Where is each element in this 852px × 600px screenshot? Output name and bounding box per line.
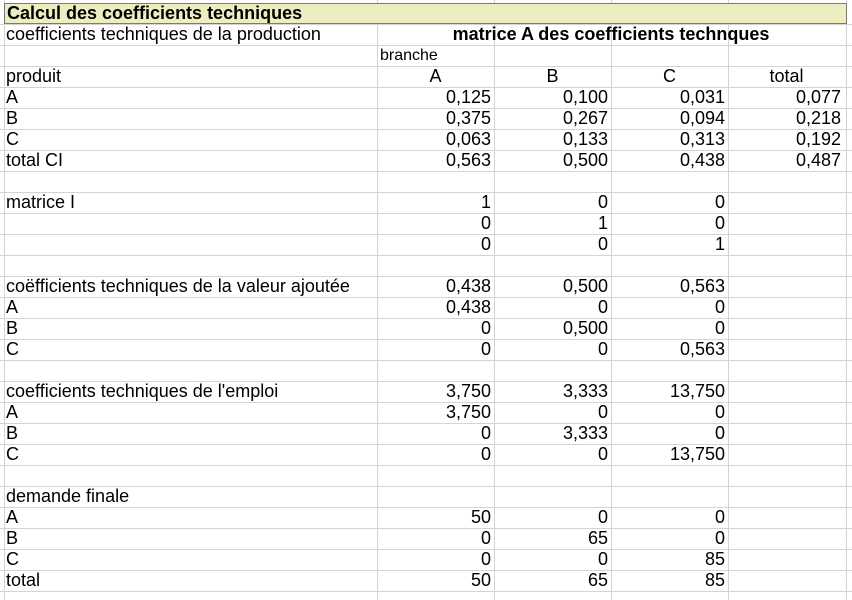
header-b[interactable]: B — [546, 66, 559, 86]
value-cell[interactable]: 0,438 — [679, 150, 725, 170]
value-cell[interactable]: 0 — [480, 528, 491, 548]
grid-line — [0, 255, 852, 256]
value-cell[interactable]: 0,563 — [445, 150, 491, 170]
value-cell[interactable]: 0 — [714, 402, 725, 422]
value-cell[interactable]: 0 — [597, 192, 608, 212]
va-label[interactable]: coëfficients techniques de la valeur ajoutée — [6, 276, 350, 296]
value-cell[interactable]: 0,100 — [562, 87, 608, 107]
row-label[interactable]: A — [6, 402, 19, 422]
grid-line — [0, 465, 852, 466]
emploi-label[interactable]: coefficients techniques de l'emploi — [6, 381, 279, 401]
value-cell[interactable]: 0,500 — [562, 318, 608, 338]
value-cell[interactable]: 85 — [704, 549, 725, 569]
value-cell[interactable]: 3,750 — [445, 381, 491, 401]
value-cell[interactable]: 0 — [714, 423, 725, 443]
row-label[interactable]: A — [6, 507, 19, 527]
row-label[interactable]: B — [6, 528, 19, 548]
value-cell[interactable]: 0,094 — [679, 108, 725, 128]
value-cell[interactable]: 0 — [597, 507, 608, 527]
value-cell[interactable]: 0 — [597, 339, 608, 359]
branche-label[interactable]: branche — [380, 47, 438, 64]
row-label[interactable]: A — [6, 297, 19, 317]
value-cell[interactable]: 0 — [597, 549, 608, 569]
value-cell[interactable]: 0,063 — [445, 129, 491, 149]
header-total[interactable]: total — [769, 66, 804, 86]
value-cell[interactable]: 0,500 — [562, 276, 608, 296]
page-title: Calcul des coefficients techniques — [7, 3, 303, 23]
value-cell[interactable]: 1 — [480, 192, 491, 212]
matrix-title[interactable]: matrice A des coefficients technques — [452, 24, 770, 44]
value-cell[interactable]: 50 — [470, 507, 491, 527]
value-cell[interactable]: 0,563 — [679, 339, 725, 359]
value-cell[interactable]: 0,192 — [795, 129, 841, 149]
value-cell[interactable]: 0,125 — [445, 87, 491, 107]
grid-line — [0, 360, 852, 361]
value-cell[interactable]: 0 — [714, 213, 725, 233]
demande-label[interactable]: demande finale — [6, 486, 130, 506]
value-cell[interactable]: 50 — [470, 570, 491, 590]
value-cell[interactable]: 0 — [714, 318, 725, 338]
value-cell[interactable]: 0,500 — [562, 150, 608, 170]
grid-line — [4, 0, 5, 600]
value-cell[interactable]: 0,487 — [795, 150, 841, 170]
produit-label[interactable]: produit — [6, 66, 62, 86]
value-cell[interactable]: 1 — [714, 234, 725, 254]
grid-line — [846, 0, 847, 600]
row-label[interactable]: C — [6, 339, 19, 359]
header-c[interactable]: C — [663, 66, 676, 86]
value-cell[interactable]: 85 — [704, 570, 725, 590]
value-cell[interactable]: 0,563 — [679, 276, 725, 296]
value-cell[interactable]: 0,375 — [445, 108, 491, 128]
value-cell[interactable]: 3,333 — [562, 423, 608, 443]
value-cell[interactable]: 0 — [480, 318, 491, 338]
grid-line — [0, 591, 852, 592]
value-cell[interactable]: 0 — [480, 339, 491, 359]
value-cell[interactable]: 0 — [480, 213, 491, 233]
value-cell[interactable]: 65 — [587, 528, 608, 548]
value-cell[interactable]: 0,313 — [679, 129, 725, 149]
value-cell[interactable]: 0 — [597, 444, 608, 464]
value-cell[interactable]: 0,438 — [445, 297, 491, 317]
value-cell[interactable]: 1 — [597, 213, 608, 233]
value-cell[interactable]: 13,750 — [669, 444, 725, 464]
value-cell[interactable]: 0 — [714, 192, 725, 212]
value-cell[interactable]: 0 — [714, 297, 725, 317]
value-cell[interactable]: 0,267 — [562, 108, 608, 128]
value-cell[interactable]: 0 — [714, 528, 725, 548]
row-label[interactable]: B — [6, 423, 19, 443]
identity-label[interactable]: matrice I — [6, 192, 76, 212]
row-label[interactable]: A — [6, 87, 19, 107]
value-cell[interactable]: 3,750 — [445, 402, 491, 422]
subtitle-cell[interactable]: coefficients techniques de la production — [6, 24, 321, 44]
value-cell[interactable]: 0 — [597, 402, 608, 422]
value-cell[interactable]: 0,077 — [795, 87, 841, 107]
value-cell[interactable]: 0 — [480, 549, 491, 569]
value-cell[interactable]: 65 — [587, 570, 608, 590]
row-label[interactable]: C — [6, 444, 19, 464]
header-a[interactable]: A — [429, 66, 442, 86]
value-cell[interactable]: 3,333 — [562, 381, 608, 401]
row-label[interactable]: C — [6, 129, 19, 149]
row-label[interactable]: total CI — [6, 150, 64, 170]
value-cell[interactable]: 0 — [480, 423, 491, 443]
grid-line — [0, 171, 852, 172]
row-label[interactable]: total — [6, 570, 41, 590]
value-cell[interactable]: 13,750 — [669, 381, 725, 401]
row-label[interactable]: C — [6, 549, 19, 569]
row-label[interactable]: B — [6, 318, 19, 338]
value-cell[interactable]: 0 — [480, 234, 491, 254]
value-cell[interactable]: 0,133 — [562, 129, 608, 149]
value-cell[interactable]: 0 — [597, 234, 608, 254]
row-label[interactable]: B — [6, 108, 19, 128]
value-cell[interactable]: 0 — [597, 297, 608, 317]
value-cell[interactable]: 0,218 — [795, 108, 841, 128]
value-cell[interactable]: 0 — [714, 507, 725, 527]
value-cell[interactable]: 0 — [480, 444, 491, 464]
value-cell[interactable]: 0,438 — [445, 276, 491, 296]
value-cell[interactable]: 0,031 — [679, 87, 725, 107]
